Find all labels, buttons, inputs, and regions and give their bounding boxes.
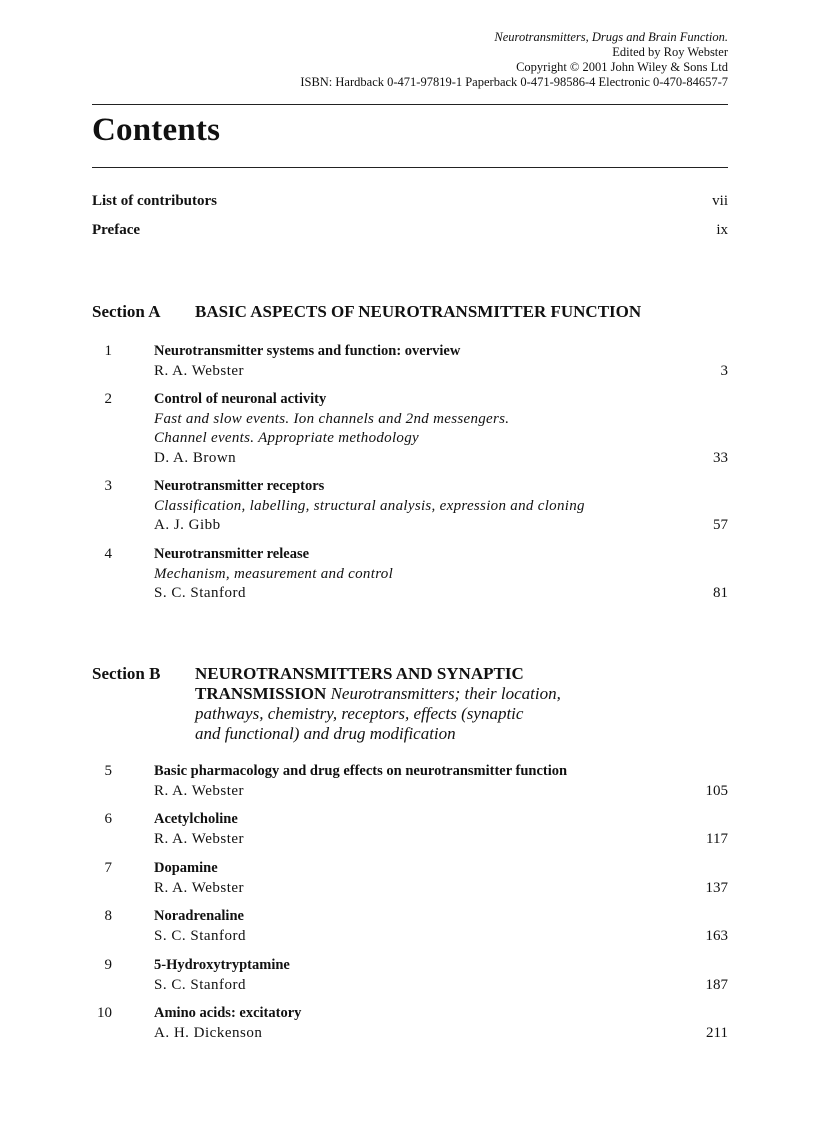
chapter-title: Noradrenaline [154,908,244,924]
chapter-author: A. J. Gibb [154,517,221,533]
chapter-subtitle: Channel events. Appropriate methodology [154,430,419,446]
section-title-line: TRANSMISSION [195,684,327,703]
page-number: 33 [713,449,728,466]
page-number: 137 [705,879,728,896]
chapter-number: 10 [97,1005,112,1021]
chapter-title: Neurotransmitter systems and function: overview [154,343,461,359]
front-matter-item[interactable] [92,193,728,210]
chapter-author: A. H. Dickenson [154,1024,263,1041]
chapter-author: S. C. Stanford [154,927,247,944]
page-number: ix [716,222,728,238]
chapter-title: Control of neuronal activity [154,391,327,407]
book-title: Neurotransmitters, Drugs and Brain Function. [494,30,728,44]
chapter-author: D. A. Brown [154,449,237,466]
section-label: Section B [92,664,161,683]
chapter-title: Amino acids: excitatory [154,1005,302,1021]
chapter-author: R. A. Webster [154,830,245,847]
chapter-subtitle: Classification, labelling, structural analysis, expression and cloning [154,497,585,514]
chapter-author: R. A. Webster [154,879,245,896]
section-description: and functional) and drug modification [195,724,456,743]
book-editor: Edited by Roy Webster [612,45,728,59]
section-title-line: NEUROTRANSMITTERS AND SYNAPTIC [195,664,524,683]
page-number: 57 [713,517,728,533]
chapter-subtitle: Fast and slow events. Ion channels and 2nd messengers. [154,410,510,427]
book-isbn: ISBN: Hardback 0-471-97819-1 Paperback 0-471-98586-4 Electronic 0-470-84657-7 [300,75,728,89]
page-number: vii [712,193,728,209]
front-matter-label: Preface [92,222,141,238]
chapter-number: 8 [104,908,112,924]
page-number: 211 [706,1024,728,1041]
chapter-number: 3 [104,478,112,494]
chapter-number: 5 [104,763,112,779]
chapter-author: S. C. Stanford [154,585,247,601]
chapter-number: 9 [104,957,112,973]
chapter-author: R. A. Webster [154,782,245,799]
chapter-number: 7 [104,860,112,876]
section-description: pathways, chemistry, receptors, effects (synaptic [195,704,524,723]
front-matter-item[interactable] [92,222,728,239]
chapter-number: 1 [104,343,112,359]
page-number: 3 [720,362,728,379]
chapter-number: 4 [104,546,112,562]
page-title: Contents [92,112,221,148]
title-divider [92,167,728,168]
chapter-title: Acetylcholine [154,811,238,827]
chapter-title: Neurotransmitter release [154,546,310,562]
front-matter-label: List of contributors [92,193,217,209]
chapter-author: R. A. Webster [154,362,245,379]
book-header [300,30,728,90]
chapter-title: Basic pharmacology and drug effects on neurotransmitter function [154,763,568,779]
chapter-title: 5-Hydroxytryptamine [154,957,290,973]
page-number: 117 [706,830,728,847]
page-number: 81 [713,585,728,601]
section-title: BASIC ASPECTS OF NEUROTRANSMITTER FUNCTION [195,302,642,321]
page-number: 163 [705,927,728,944]
page-number: 105 [705,782,728,799]
book-copyright: Copyright © 2001 John Wiley & Sons Ltd [516,60,728,74]
chapter-subtitle: Mechanism, measurement and control [154,565,394,582]
section-description: Neurotransmitters; their location, [326,684,561,703]
chapter-number: 2 [104,391,112,407]
section-label: Section A [92,302,161,321]
chapter-title: Neurotransmitter receptors [154,478,325,494]
chapter-number: 6 [104,811,112,827]
chapter-title: Dopamine [154,860,218,876]
chapter-author: S. C. Stanford [154,976,247,993]
top-divider [92,104,728,105]
page-number: 187 [705,976,728,993]
